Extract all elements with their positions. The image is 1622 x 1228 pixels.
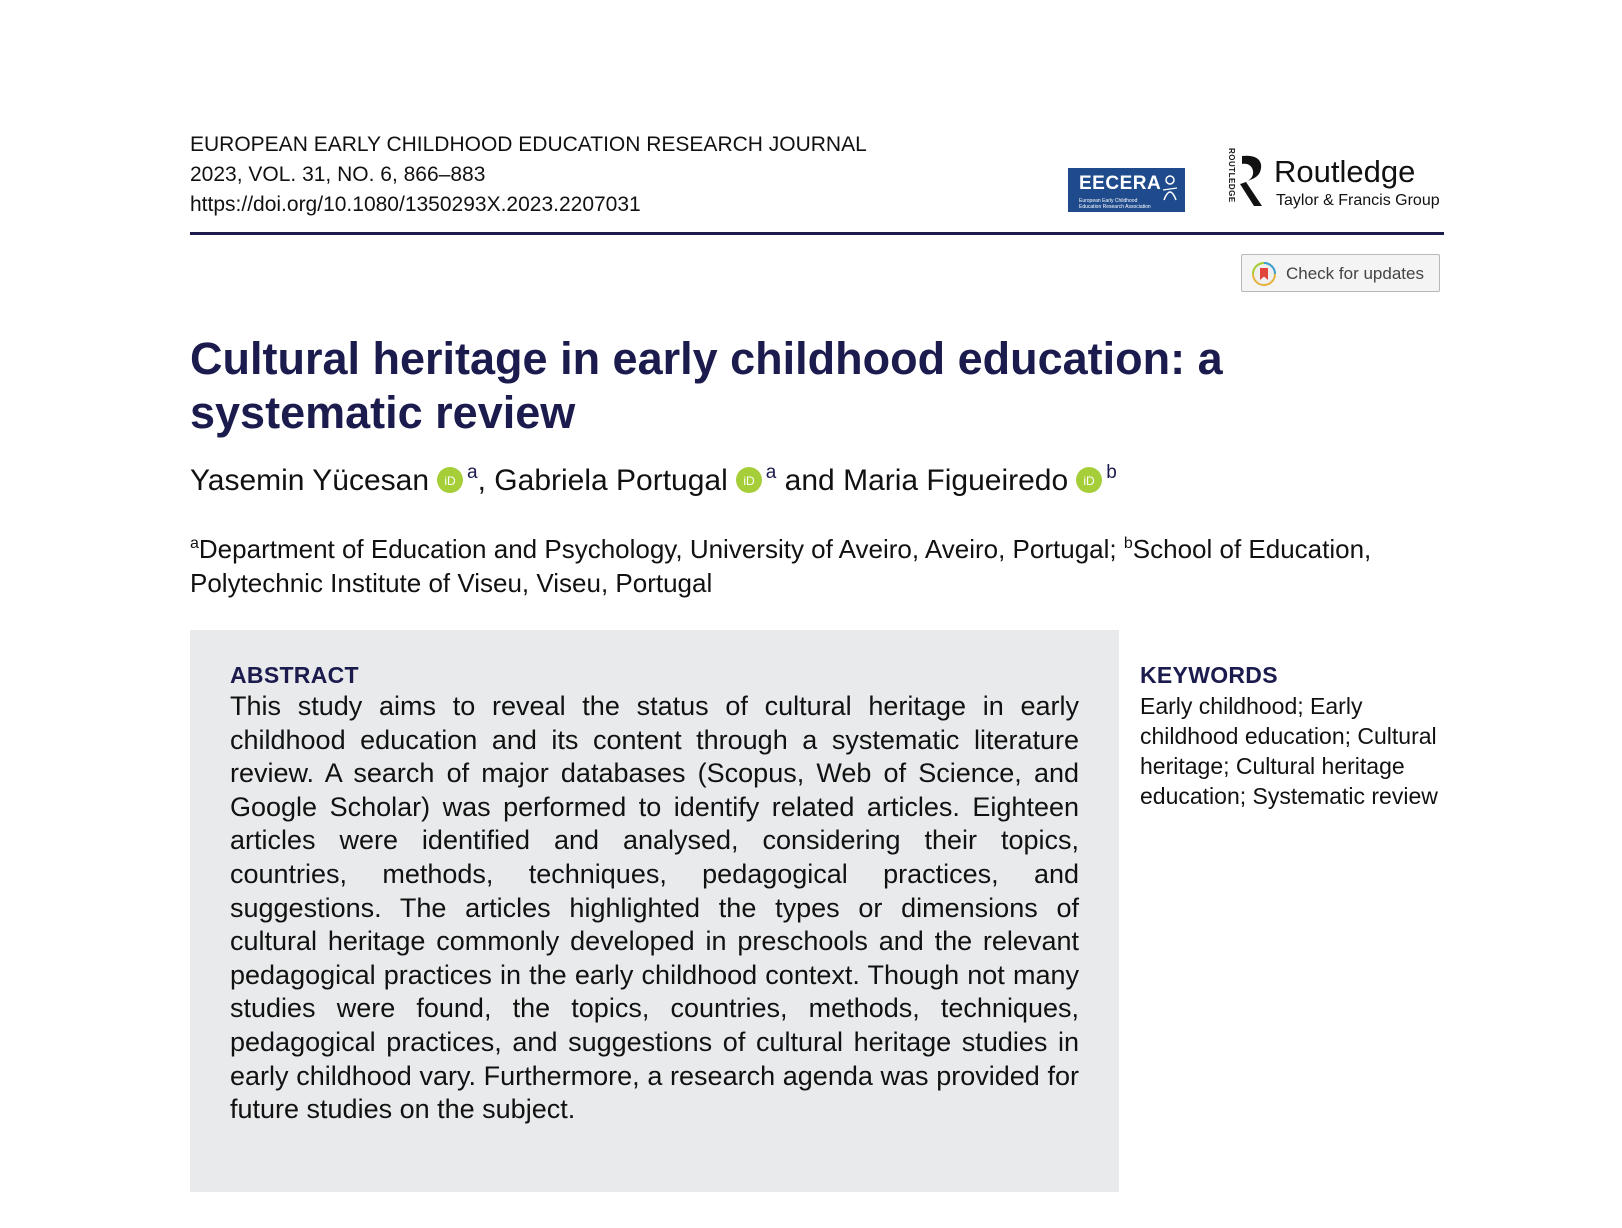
header-rule — [190, 232, 1444, 235]
svg-text:iD: iD — [444, 474, 456, 488]
journal-name: EUROPEAN EARLY CHILDHOOD EDUCATION RESEARCH JOURNAL — [190, 133, 867, 156]
abstract-heading: ABSTRACT — [230, 662, 359, 688]
eecera-figure-icon — [1160, 174, 1180, 202]
author-list — [190, 462, 1117, 498]
routledge-group: Taylor & Francis Group — [1276, 192, 1440, 209]
author-separator: , — [477, 464, 495, 497]
keywords-text: Early childhood; Early childhood education; Cultural heritage; Cultural heritage education; Systematic review — [1140, 693, 1438, 809]
svg-text:iD: iD — [1083, 474, 1095, 488]
abstract-box — [190, 630, 1119, 1192]
journal-citation: 2023, VOL. 31, NO. 6, 866–883 — [190, 163, 486, 186]
author-separator: and — [776, 464, 844, 497]
affiliation-b: School of Education, Polytechnic Institute of Viseu, Viseu, Portugal — [190, 534, 1372, 598]
orcid-icon[interactable] — [736, 467, 762, 493]
orcid-icon[interactable] — [1076, 467, 1102, 493]
check-for-updates-button[interactable] — [1241, 254, 1440, 292]
routledge-mark-icon — [1236, 152, 1266, 210]
keywords-heading: KEYWORDS — [1140, 662, 1278, 688]
affiliations — [190, 527, 1450, 600]
journal-meta — [190, 130, 867, 220]
author-name[interactable]: Yasemin Yücesan — [190, 464, 430, 497]
author-name[interactable]: Gabriela Portugal — [494, 464, 728, 497]
eecera-logo-word: EECERA — [1079, 173, 1162, 194]
author-affiliation-marker: a — [467, 462, 478, 483]
publisher-logos — [1068, 148, 1444, 220]
routledge-logo — [1224, 148, 1444, 220]
affiliation-marker-a: a — [190, 535, 199, 552]
keywords-section — [1140, 662, 1440, 811]
author-affiliation-marker: b — [1106, 462, 1117, 483]
eecera-logo — [1068, 168, 1185, 212]
abstract-text: This study aims to reveal the status of cultural heritage in early childhood education and its content through a systematic literature review. A search of major databases (Scopus, Web of Science, and Google Scholar) was performed to identify related articles. Eighteen articles were identified and analysed, considering their topics, countries, methods, techniques, pedagogical practices, and suggestions. The articles highlighted the types or dimensions of cultural heritage commonly developed in preschools and the relevant pedagogical practices in the early childhood context. Though not many studies were found, the topics, countries, methods, techniques, pedagogical practices, and suggestions of cultural heritage studies in early childhood vary. Furthermore, a research agenda was provided for future studies on the subject. — [230, 691, 1079, 1125]
author-name[interactable]: Maria Figueiredo — [843, 464, 1069, 497]
affiliation-marker-b: b — [1123, 535, 1133, 552]
doi-link[interactable]: https://doi.org/10.1080/1350293X.2023.2207031 — [190, 193, 641, 216]
author-affiliation-marker: a — [765, 462, 777, 483]
eecera-logo-subtitle: European Early Childhood Education Research Association — [1079, 198, 1151, 210]
crossmark-icon — [1252, 262, 1276, 286]
routledge-name: Routledge — [1274, 154, 1416, 189]
orcid-icon[interactable] — [437, 467, 463, 493]
affiliation-a: Department of Education and Psychology, University of Aveiro, Aveiro, Portugal; — [198, 534, 1124, 564]
article-title: Cultural heritage in early childhood education: a systematic review — [190, 333, 1223, 438]
routledge-vertical-word: ROUTLEDGE — [1227, 148, 1236, 203]
svg-text:iD: iD — [743, 474, 755, 488]
check-for-updates-label: Check for updates — [1286, 264, 1424, 283]
